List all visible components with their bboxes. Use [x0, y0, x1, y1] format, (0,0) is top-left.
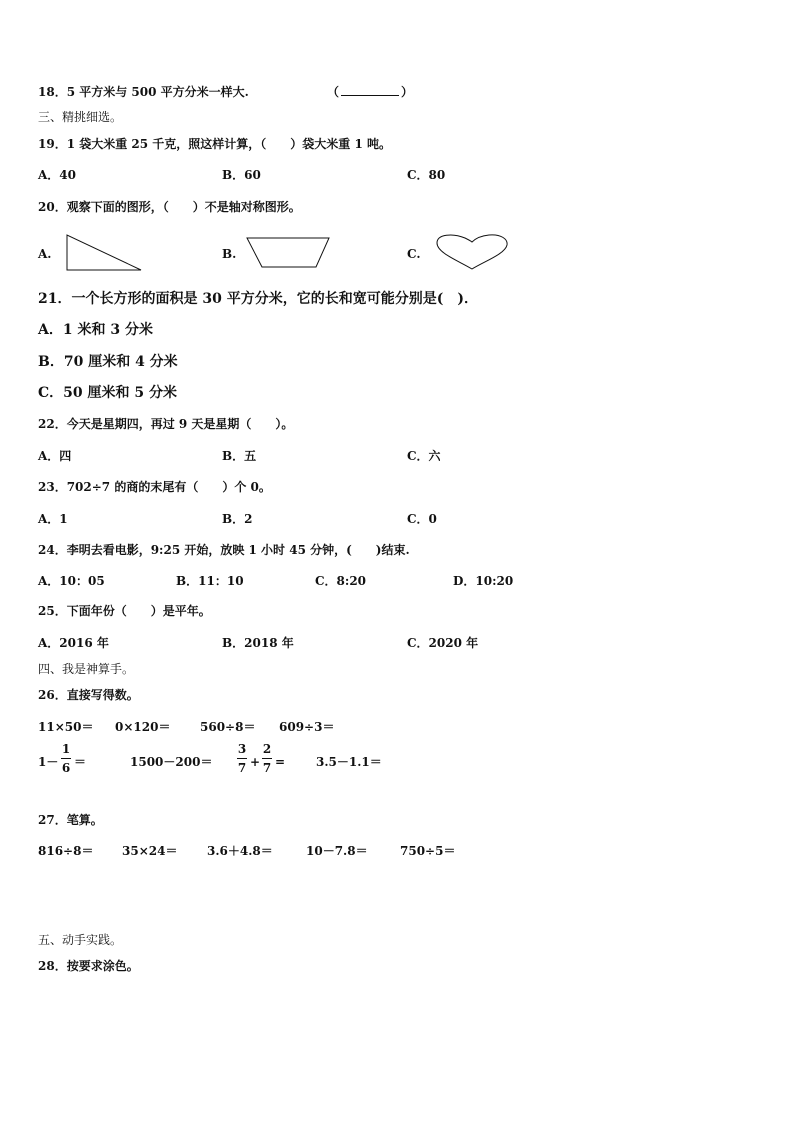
q25-option-a[interactable]: A．2016 年 — [38, 636, 109, 650]
q24-option-b[interactable]: B．11：10 — [176, 574, 244, 588]
q19-option-a[interactable]: A．40 — [38, 168, 77, 182]
numerator: 2 — [262, 742, 272, 756]
calc-item: 3.5－1.1＝ — [316, 755, 382, 769]
calc-prefix: 1－ — [38, 755, 59, 769]
question-26: 26．直接写得数。 — [38, 688, 139, 702]
question-28: 28．按要求涂色。 — [38, 959, 139, 973]
q21-option-a[interactable]: A．1 米和 3 分米 — [38, 322, 153, 338]
section-4-heading: 四、我是神算手。 — [38, 662, 135, 676]
fraction-two-sevenths — [262, 742, 272, 775]
question-20: 20．观察下面的图形，（ ）不是轴对称图形。 — [38, 200, 301, 214]
question-27: 27．笔算。 — [38, 813, 103, 827]
question-23: 23．702÷7 的商的末尾有（ ）个 0。 — [38, 480, 271, 494]
calc-equals: = — [275, 755, 286, 769]
paren-close: ） — [401, 85, 414, 99]
calc-item: 560÷8＝ — [200, 720, 256, 734]
question-25: 25．下面年份（ ）是平年。 — [38, 604, 211, 618]
fraction-bar — [262, 758, 272, 759]
section-3-heading: 三、精挑细选。 — [38, 110, 123, 124]
calc-item: 3.6＋4.8＝ — [207, 844, 273, 858]
calc-item: 816÷8＝ — [38, 844, 94, 858]
fraction-one-sixth — [61, 742, 71, 775]
q24-option-d[interactable]: D．10:20 — [453, 574, 514, 588]
answer-blank-18[interactable] — [327, 84, 413, 100]
calc-item: 0×120＝ — [115, 720, 171, 734]
numerator: 1 — [61, 742, 71, 756]
numerator: 3 — [237, 742, 247, 756]
calc-item: 35×24＝ — [122, 844, 178, 858]
q22-option-b[interactable]: B．五 — [222, 449, 257, 463]
q22-option-a[interactable]: A．四 — [38, 449, 72, 463]
q23-option-b[interactable]: B．2 — [222, 512, 253, 526]
q23-option-c[interactable]: C．0 — [407, 512, 437, 526]
q25-option-b[interactable]: B．2018 年 — [222, 636, 294, 650]
q19-option-b[interactable]: B．60 — [222, 168, 261, 182]
q19-option-c[interactable]: C．80 — [407, 168, 446, 182]
q23-option-a[interactable]: A．1 — [38, 512, 68, 526]
q21-option-c[interactable]: C．50 厘米和 5 分米 — [38, 385, 177, 401]
calc-item: 11×50＝ — [38, 720, 94, 734]
heart-figure — [433, 231, 511, 273]
right-triangle-figure — [64, 233, 144, 273]
fraction-bar — [237, 758, 247, 759]
denominator: 7 — [237, 761, 247, 775]
blank-line — [341, 85, 399, 96]
calc-item: 750÷5＝ — [400, 844, 456, 858]
q20-option-a[interactable]: A. — [38, 247, 52, 261]
calc-equals: ＝ — [74, 755, 87, 769]
question-18: 18．5 平方米与 500 平方分米一样大. — [38, 85, 249, 99]
plus-sign: + — [250, 755, 261, 769]
section-5-heading: 五、动手实践。 — [38, 933, 123, 947]
question-19: 19．1 袋大米重 25 千克，照这样计算，（ ）袋大米重 1 吨。 — [38, 137, 391, 151]
question-24: 24．李明去看电影，9:25 开始，放映 1 小时 45 分钟，( )结束. — [38, 543, 410, 557]
q24-option-a[interactable]: A．10：05 — [38, 574, 105, 588]
fraction-bar — [61, 758, 71, 759]
q21-option-b[interactable]: B．70 厘米和 4 分米 — [38, 354, 178, 370]
calc-item: 609÷3＝ — [279, 720, 335, 734]
trapezoid-figure — [244, 235, 332, 271]
q25-option-c[interactable]: C．2020 年 — [407, 636, 479, 650]
q22-option-c[interactable]: C．六 — [407, 449, 441, 463]
q20-option-c[interactable]: C. — [407, 247, 421, 261]
question-21: 21．一个长方形的面积是 30 平方分米，它的长和宽可能分别是( )． — [38, 291, 478, 307]
q20-option-b[interactable]: B. — [222, 247, 237, 261]
paren-open: （ — [327, 85, 340, 99]
fraction-three-sevenths — [237, 742, 247, 775]
denominator: 6 — [61, 761, 71, 775]
q24-option-c[interactable]: C．8:20 — [315, 574, 367, 588]
calc-item: 10－7.8＝ — [306, 844, 368, 858]
calc-item: 1500－200＝ — [130, 755, 213, 769]
question-22: 22．今天是星期四，再过 9 天是星期（ ）。 — [38, 417, 294, 431]
denominator: 7 — [262, 761, 272, 775]
